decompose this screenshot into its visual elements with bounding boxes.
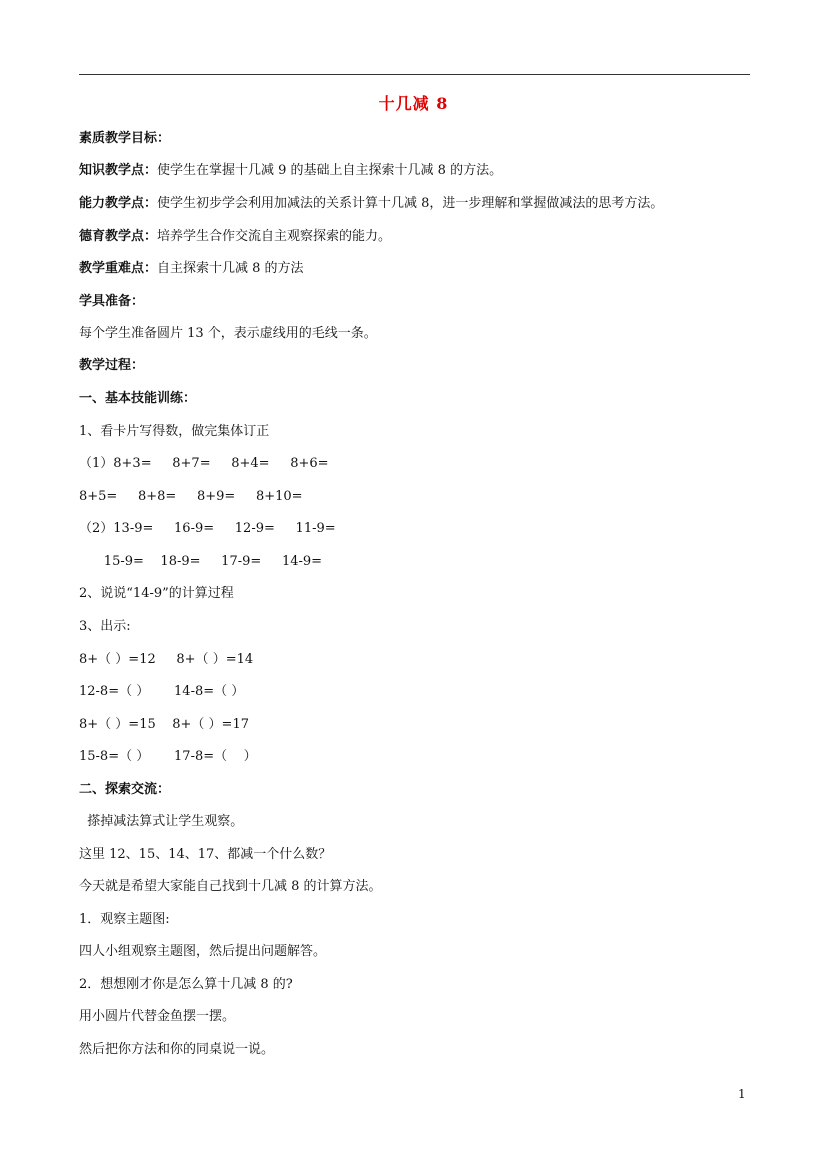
ln-0 (79, 130, 170, 148)
ln-1 (79, 162, 502, 180)
ln-10 (79, 455, 329, 473)
ln-28-text: 然后把你方法和你的同桌说一说。 (79, 1042, 275, 1057)
ln-3-label: 德育教学点： (79, 229, 158, 244)
ln-2-text: 使学生初步学会利用加减法的关系计算十几减 8，进一步理解和掌握做减法的思考方法。 (157, 196, 664, 211)
ln-18 (79, 716, 249, 734)
ln-2-label: 能力教学点： (79, 196, 158, 211)
ln-13-text: 15-9= 18-9= 17-9= 14-9= (79, 554, 323, 569)
ln-26-text: 2．想想刚才你是怎么算十几减 8 的? (79, 977, 293, 992)
ln-5 (79, 293, 144, 311)
ln-8 (79, 390, 196, 408)
ln-25 (79, 943, 326, 961)
ln-17-text: 12-8=（ ） 14-8=（ ） (79, 684, 245, 699)
ln-2 (79, 195, 663, 213)
ln-3-text: 培养学生合作交流自主观察探索的能力。 (157, 229, 392, 244)
ln-1-label: 知识教学点： (79, 163, 158, 178)
page-number: 1 (738, 1087, 746, 1101)
ln-4-label: 教学重难点： (79, 261, 158, 276)
ln-22-text: 这里 12、15、14、17、都减一个什么数？ (79, 847, 332, 862)
ln-11 (79, 488, 303, 506)
ln-22 (79, 846, 331, 864)
ln-17 (79, 683, 244, 701)
ln-8-label: 一、基本技能训练： (79, 391, 197, 406)
ln-15-text: 3、出示: (79, 619, 131, 634)
ln-19 (79, 748, 257, 766)
ln-19-text: 15-8=（ ） 17-8=（ ） (79, 749, 257, 764)
ln-18-text: 8+（ ）=15 8+（ ）=17 (79, 717, 249, 732)
ln-7-label: 教学过程： (79, 358, 145, 373)
ln-24 (79, 911, 170, 929)
ln-4-text: 自主探索十几减 8 的方法 (157, 261, 304, 276)
ln-9-text: 1、看卡片写得数，做完集体订正 (79, 424, 270, 439)
ln-25-text: 四人小组观察主题图，然后提出问题解答。 (79, 944, 327, 959)
ln-21-text: 搽掉减法算式让学生观察。 (79, 814, 244, 829)
ln-6 (79, 325, 377, 343)
ln-20 (79, 781, 170, 799)
ln-24-text: 1．观察主题图: (79, 912, 170, 927)
ln-13 (79, 553, 322, 571)
page-title: 十几减 8 (378, 94, 449, 113)
ln-14-text: 2、说说“14-9”的计算过程 (79, 586, 234, 601)
ln-3 (79, 228, 391, 246)
ln-12 (79, 520, 336, 538)
ln-16 (79, 651, 253, 669)
ln-9 (79, 423, 269, 441)
ln-23 (79, 878, 382, 896)
ln-16-text: 8+（ ）=12 8+（ ）=14 (79, 652, 254, 667)
ln-10-text: （1）8+3= 8+7= 8+4= 8+6= (79, 456, 329, 471)
ln-7 (79, 357, 144, 375)
ln-20-label: 二、探索交流： (79, 782, 171, 797)
ln-6-text: 每个学生准备圆片 13 个，表示虚线用的毛线一条。 (79, 326, 377, 341)
ln-11-text: 8+5= 8+8= 8+9= 8+10= (79, 489, 303, 504)
ln-28 (79, 1041, 274, 1059)
ln-15 (79, 618, 131, 636)
ln-27-text: 用小圆片代替金鱼摆一摆。 (79, 1009, 236, 1024)
ln-23-text: 今天就是希望大家能自己找到十几减 8 的计算方法。 (79, 879, 382, 894)
ln-0-label: 素质教学目标： (79, 131, 171, 146)
ln-14 (79, 585, 234, 603)
header-rule (79, 74, 750, 75)
ln-26 (79, 976, 293, 994)
ln-27 (79, 1008, 235, 1026)
ln-12-text: （2）13-9= 16-9= 12-9= 11-9= (79, 521, 336, 536)
ln-4 (79, 260, 304, 278)
ln-5-label: 学具准备： (79, 294, 145, 309)
ln-1-text: 使学生在掌握十几减 9 的基础上自主探索十几减 8 的方法。 (157, 163, 503, 178)
ln-21 (79, 813, 243, 831)
